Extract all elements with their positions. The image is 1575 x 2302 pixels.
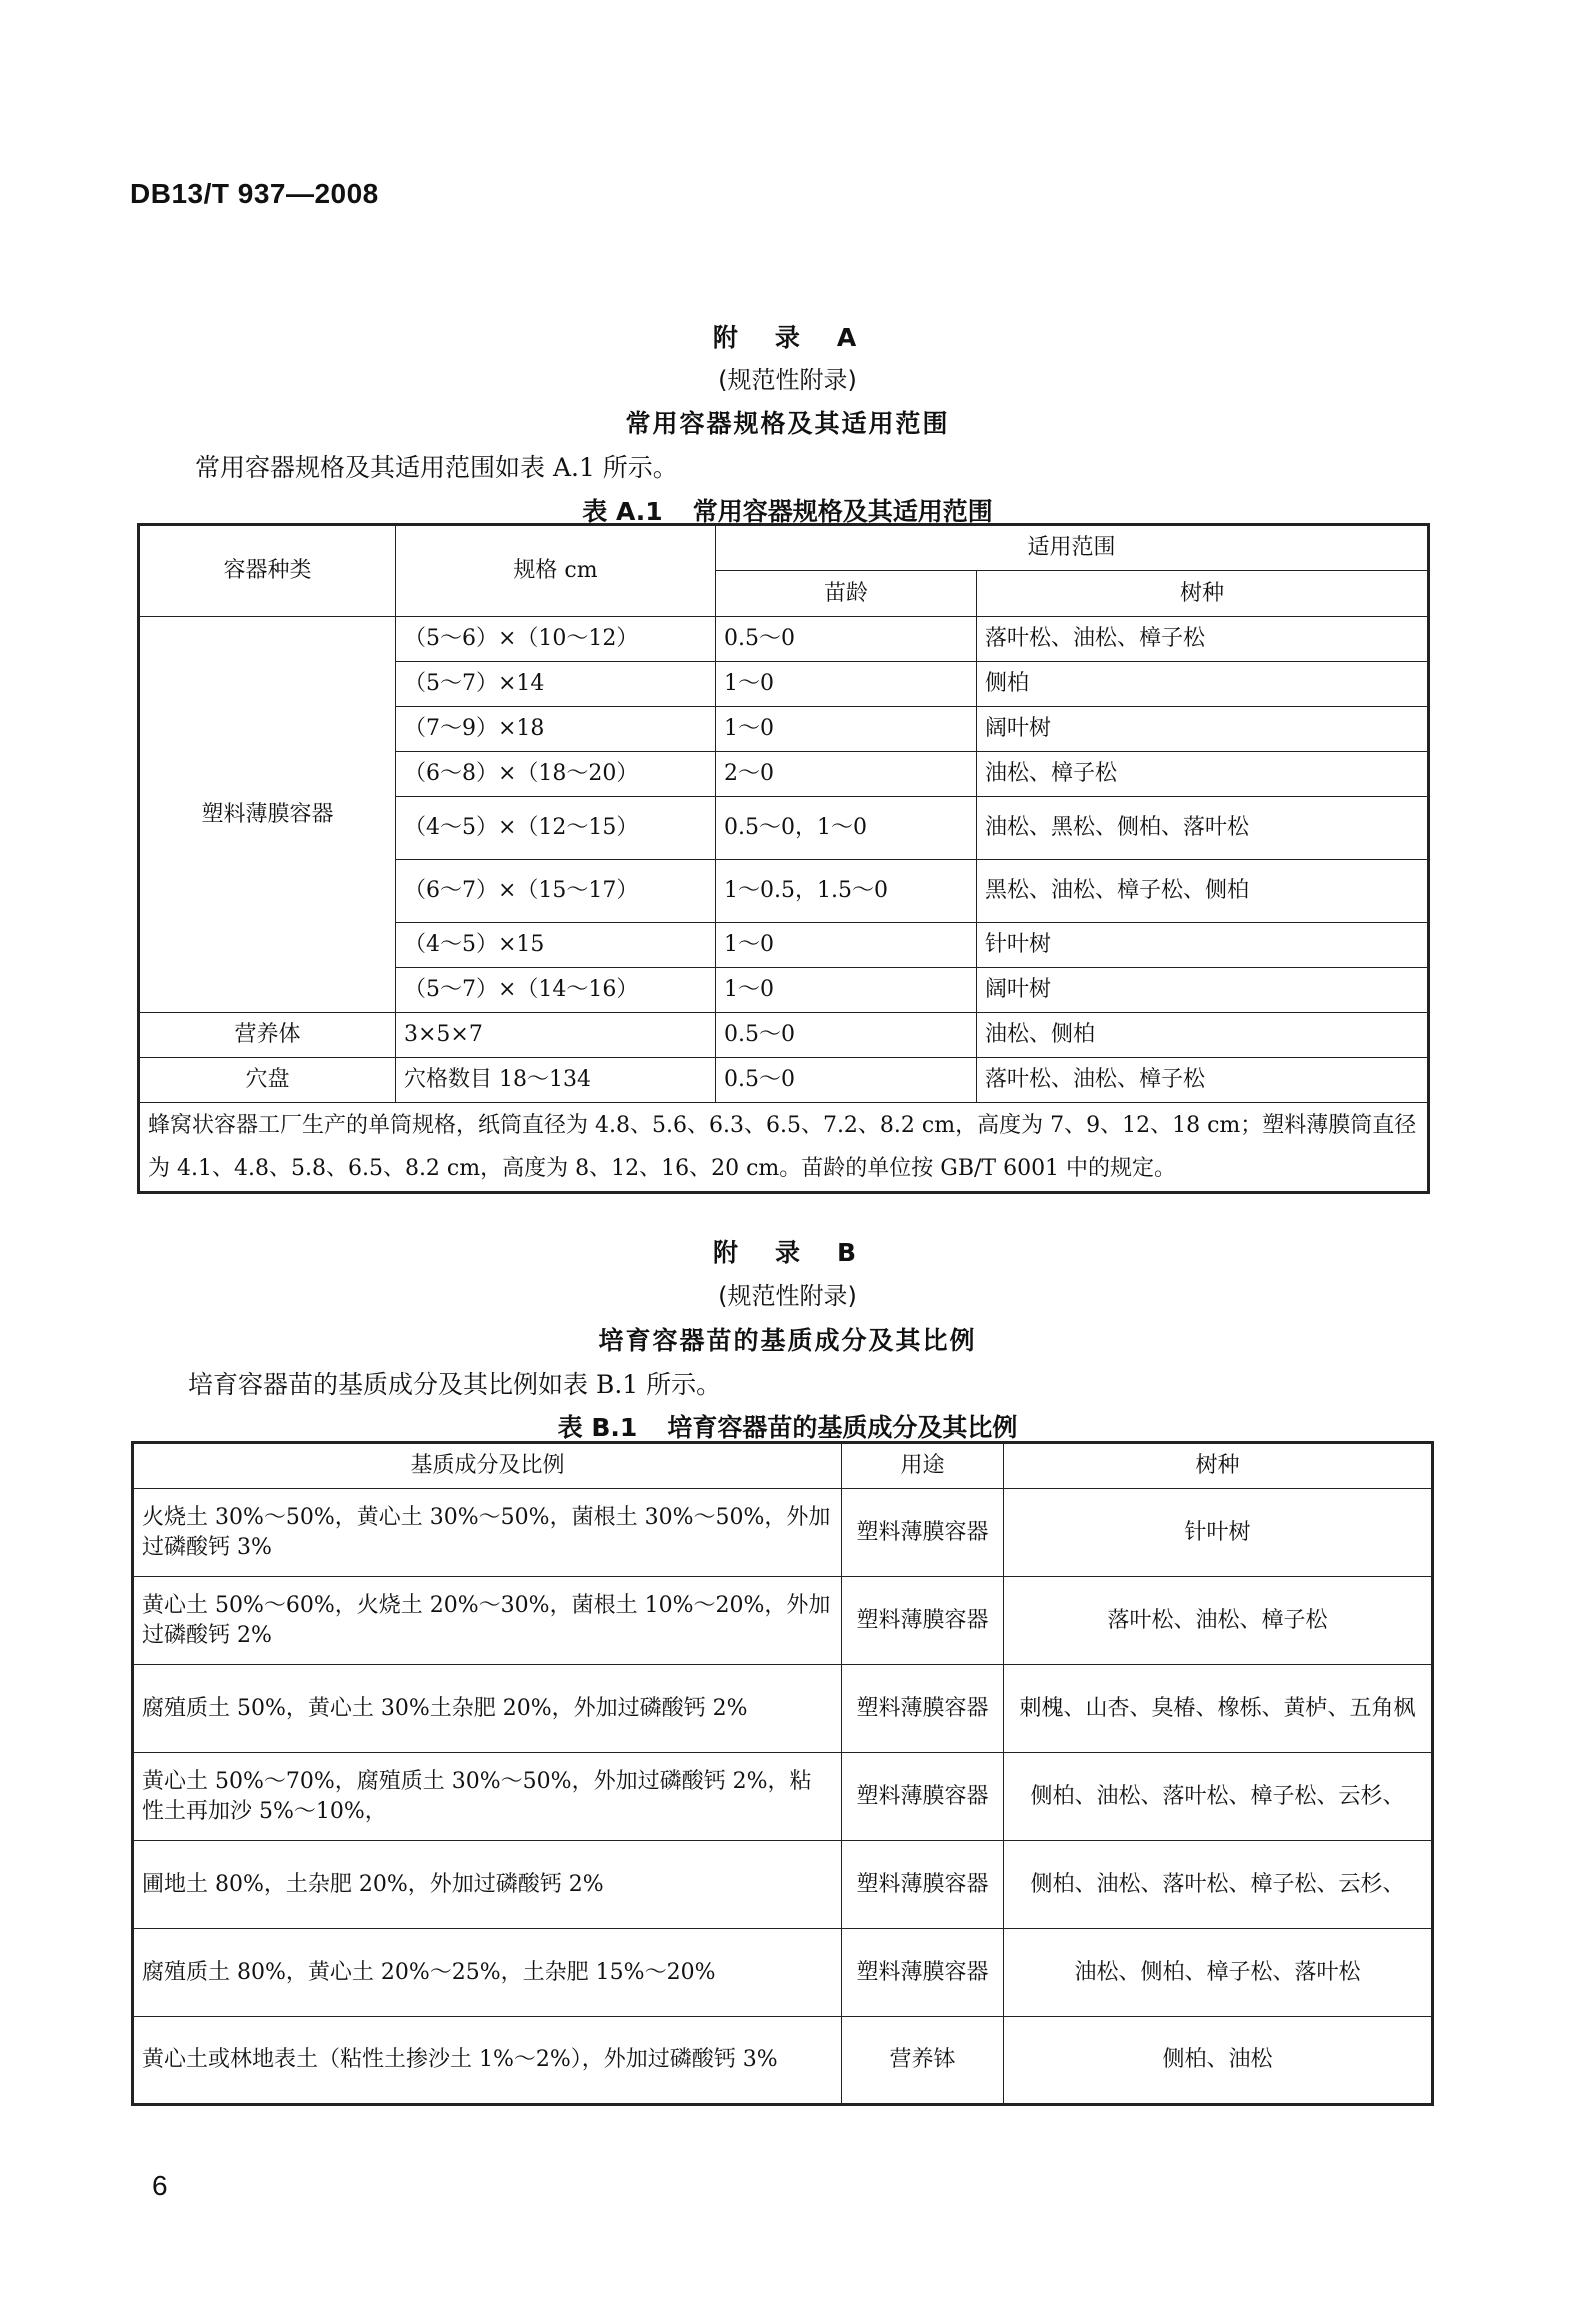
substrate-cell: 腐殖质土 80%，黄心土 20%～25%，土杂肥 15%～20% [133, 1929, 842, 2017]
use-cell: 塑料薄膜容器 [842, 1577, 1004, 1665]
page-number: 6 [152, 2170, 168, 2201]
spec-cell: （5～6）×（10～12） [396, 617, 716, 662]
substrate-cell: 黄心土或林地表土（粘性土掺沙土 1%～2%），外加过磷酸钙 3% [133, 2017, 842, 2105]
species-cell: 针叶树 [977, 923, 1429, 968]
header-spec: 规格 cm [396, 525, 716, 617]
species-cell: 落叶松、油松、樟子松 [1004, 1577, 1433, 1665]
species-cell: 油松、侧柏、樟子松、落叶松 [1004, 1929, 1433, 2017]
age-cell: 0.5～0 [716, 1013, 977, 1058]
appendix-b-heading: 附 录 B [712, 1238, 863, 1267]
species-cell: 油松、黑松、侧柏、落叶松 [977, 797, 1429, 860]
species-cell: 针叶树 [1004, 1489, 1433, 1577]
appendix-a-title: 常用容器规格及其适用范围 [625, 409, 950, 438]
table-row [139, 1013, 1429, 1058]
use-cell: 塑料薄膜容器 [842, 1929, 1004, 2017]
header-container-type: 容器种类 [139, 525, 396, 617]
table-a1-caption-title: 常用容器规格及其适用范围 [692, 497, 993, 526]
species-cell: 刺槐、山杏、臭椿、橡栎、黄栌、五角枫 [1004, 1665, 1433, 1753]
species-cell: 侧柏、油松 [1004, 2017, 1433, 2105]
table-row [139, 1058, 1429, 1103]
table-b1-caption-title: 培育容器苗的基质成分及其比例 [667, 1413, 1018, 1442]
appendix-b-title: 培育容器苗的基质成分及其比例 [598, 1326, 977, 1355]
container-type-plastic: 塑料薄膜容器 [139, 617, 396, 1013]
header-seedling-age: 苗龄 [716, 571, 977, 617]
species-cell: 油松、樟子松 [977, 752, 1429, 797]
species-cell: 侧柏、油松、落叶松、樟子松、云杉、 [1004, 1753, 1433, 1841]
header-use: 用途 [842, 1443, 1004, 1489]
table-row [133, 2017, 1433, 2105]
table-row [133, 1489, 1433, 1577]
container-type-cell: 营养体 [139, 1013, 396, 1058]
use-cell: 塑料薄膜容器 [842, 1841, 1004, 1929]
use-cell: 营养钵 [842, 2017, 1004, 2105]
appendix-b-subheading: (规范性附录) [718, 1282, 857, 1310]
spec-cell: （6～8）×（18～20） [396, 752, 716, 797]
table-a1 [137, 523, 1430, 1194]
species-cell: 落叶松、油松、樟子松 [977, 617, 1429, 662]
age-cell: 1～0 [716, 968, 977, 1013]
substrate-cell: 火烧土 30%～50%，黄心土 30%～50%，菌根土 30%～50%，外加过磷酸钙 3% [133, 1489, 842, 1577]
spec-cell: （4～5）×（12～15） [396, 797, 716, 860]
table-a1-caption-number: 表 A.1 [582, 497, 663, 526]
substrate-cell: 腐殖质土 50%，黄心土 30%土杂肥 20%，外加过磷酸钙 2% [133, 1665, 842, 1753]
age-cell: 0.5～0，1～0 [716, 797, 977, 860]
use-cell: 塑料薄膜容器 [842, 1665, 1004, 1753]
species-cell: 侧柏、油松、落叶松、樟子松、云杉、 [1004, 1841, 1433, 1929]
table-row [133, 1753, 1433, 1841]
spec-cell: （4～5）×15 [396, 923, 716, 968]
table-row [133, 1665, 1433, 1753]
header-applicable-range: 适用范围 [716, 525, 1429, 571]
species-cell: 油松、侧柏 [977, 1013, 1429, 1058]
substrate-cell: 黄心土 50%～70%，腐殖质土 30%～50%，外加过磷酸钙 2%，粘性土再加沙 5%～10%， [133, 1753, 842, 1841]
age-cell: 1～0 [716, 707, 977, 752]
spec-cell: （6～7）×（15～17） [396, 860, 716, 923]
header-substrate: 基质成分及比例 [133, 1443, 842, 1489]
substrate-cell: 黄心土 50%～60%，火烧土 20%～30%，菌根土 10%～20%，外加过磷酸钙 2% [133, 1577, 842, 1665]
appendix-a-subheading: (规范性附录) [718, 366, 857, 394]
table-a1-note: 蜂窝状容器工厂生产的单筒规格，纸筒直径为 4.8、5.6、6.3、6.5、7.2、8.2 cm，高度为 7、9、12、18 cm；塑料薄膜筒直径为 4.1、4.8、5.8、6.5、8.2 cm，高度为 8、12、16、20 cm。苗龄的单位按 GB/T 6001 中的规定。 [139, 1103, 1429, 1193]
species-cell: 阔叶树 [977, 707, 1429, 752]
table-row [133, 1577, 1433, 1665]
age-cell: 0.5～0 [716, 1058, 977, 1103]
species-cell: 侧柏 [977, 662, 1429, 707]
age-cell: 2～0 [716, 752, 977, 797]
header-tree-species: 树种 [1004, 1443, 1433, 1489]
appendix-a-heading: 附 录 A [712, 323, 863, 352]
appendix-a-intro: 常用容器规格及其适用范围如表 A.1 所示。 [195, 453, 678, 482]
age-cell: 1～0 [716, 662, 977, 707]
species-cell: 阔叶树 [977, 968, 1429, 1013]
appendix-b-intro: 培育容器苗的基质成分及其比例如表 B.1 所示。 [188, 1370, 722, 1399]
substrate-cell: 圃地土 80%，土杂肥 20%，外加过磷酸钙 2% [133, 1841, 842, 1929]
spec-cell: （7～9）×18 [396, 707, 716, 752]
spec-cell: 穴格数目 18～134 [396, 1058, 716, 1103]
table-row [133, 1929, 1433, 2017]
table-b1 [131, 1441, 1434, 2106]
spec-cell: 3×5×7 [396, 1013, 716, 1058]
document-code: DB13/T 937—2008 [130, 178, 379, 209]
use-cell: 塑料薄膜容器 [842, 1489, 1004, 1577]
table-b1-caption-number: 表 B.1 [557, 1413, 638, 1442]
age-cell: 0.5～0 [716, 617, 977, 662]
species-cell: 落叶松、油松、樟子松 [977, 1058, 1429, 1103]
container-type-cell: 穴盘 [139, 1058, 396, 1103]
table-b1-caption [0, 1408, 1575, 1444]
spec-cell: （5～7）×14 [396, 662, 716, 707]
age-cell: 1～0.5，1.5～0 [716, 860, 977, 923]
table-row [133, 1841, 1433, 1929]
age-cell: 1～0 [716, 923, 977, 968]
use-cell: 塑料薄膜容器 [842, 1753, 1004, 1841]
species-cell: 黑松、油松、樟子松、侧柏 [977, 860, 1429, 923]
table-row [139, 617, 1429, 662]
spec-cell: （5～7）×（14～16） [396, 968, 716, 1013]
header-tree-species: 树种 [977, 571, 1429, 617]
